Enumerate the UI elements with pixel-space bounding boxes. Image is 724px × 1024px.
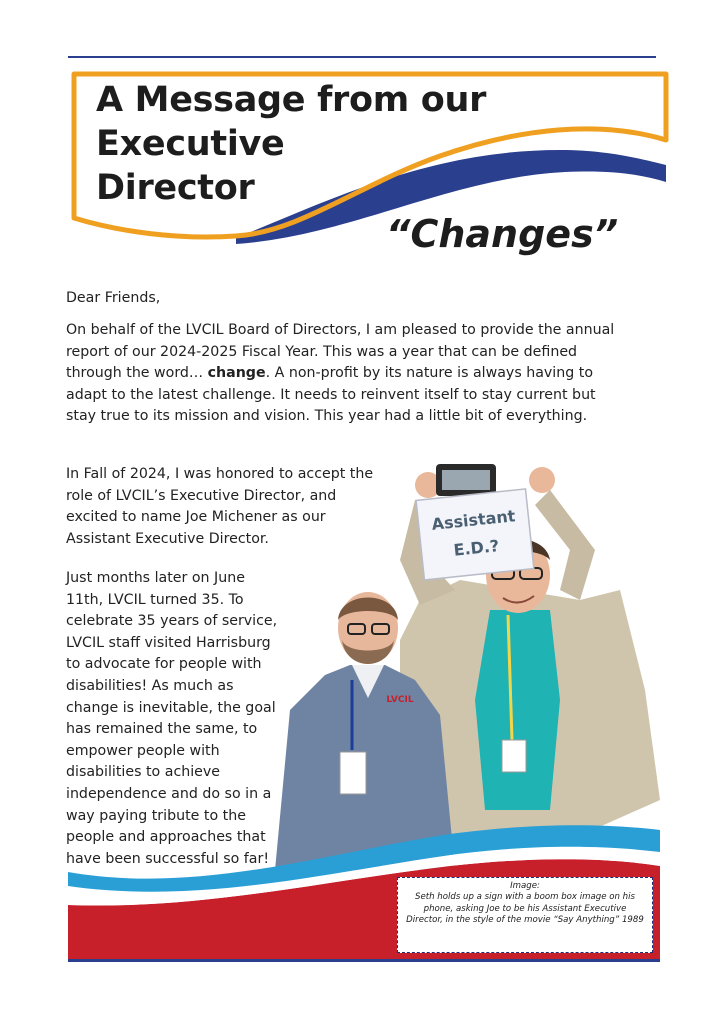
title-line-3: Director [96, 168, 255, 208]
letter-paragraph-2: In Fall of 2024, I was honored to accept the role of LVCIL’s Executive Director, and excited to name Joe Michener as our Assistant Executive Director. [66, 466, 374, 547]
sign-line-1: Assistant [430, 506, 517, 534]
photo-caption [397, 877, 653, 953]
caption-text: Seth holds up a sign with a boom box image on his phone, asking Joe to be his Assistant Executive Director, in the style of the movie “Say Anything” 1989 [406, 892, 644, 926]
sign-line-2: E.D.? [452, 536, 501, 560]
caption-heading: Image: [510, 881, 540, 891]
p1-bold-word: change [207, 365, 266, 382]
letter-paragraph-3: Just months later on June 11th, LVCIL turned 35. To celebrate 35 years of service, LVCIL staff visited Harrisburg to advocate for people with disabilities! As much as change is inevitable, the goal has remained the same, to empower people with disabilities to achieve independence and do so in a way paying tribute to the people and approaches that have been successful so far! [66, 570, 278, 867]
title-line-2: Executive [96, 124, 285, 164]
title-line-1: A Message from our [96, 80, 487, 120]
letter-greeting: Dear Friends, [66, 290, 161, 306]
page-subtitle: “Changes” [386, 212, 619, 256]
p1-before: On behalf of the LVCIL Board of Directors, I am pleased to provide the annual report of our 2024-2025 Fiscal Year. This was a year that can be defined through the word… [66, 322, 615, 382]
shirt-logo: LVCIL [386, 695, 414, 705]
p1-after: . A non-profit by its nature is always having to adapt to the latest challenge. It needs to reinvent itself to stay current but stay true to its mission and vision. This year had a little bit of everything. [66, 365, 596, 425]
footer-bottom-rule [68, 959, 660, 962]
